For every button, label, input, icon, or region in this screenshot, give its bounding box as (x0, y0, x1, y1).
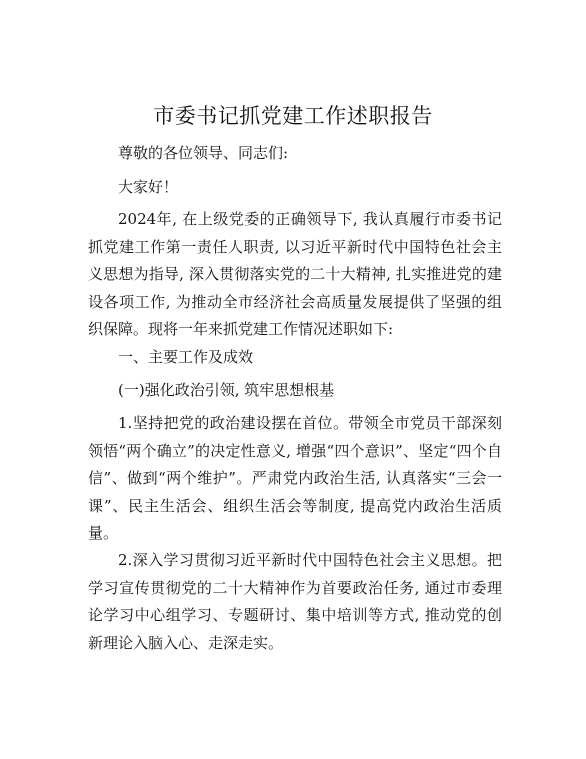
greeting: 大家好！ (118, 178, 179, 196)
salutation: 尊敬的各位领导、同志们: (118, 144, 289, 162)
item-1-paragraph: 1.坚持把党的政治建设摆在首位。带领全市党员干部深刻领悟“两个确立”的决定性意义, 增强“四个意识”、坚定“四个自信”、做到“两个维护”。严肃党内政治生活, 认真落实“三会一课”、民主生活会、组织生活会等制度, 提高党内政治生活质量。 (88, 414, 502, 542)
subsection-heading: (一)强化政治引领, 筑牢思想根基 (118, 381, 335, 399)
document-title: 市委书记抓党建工作述职报告 (153, 104, 433, 128)
section-heading: 一、主要工作及成效 (118, 348, 254, 366)
item-2-paragraph: 2.深入学习贯彻习近平新时代中国特色社会主义思想。把学习宣传贯彻党的二十大精神作为首要政治任务, 通过市委理论学习中心组学习、专题研讨、集中培训等方式, 推动党的创新理论入脑入心、走深走实。 (88, 551, 502, 652)
intro-paragraph: 2024年, 在上级党委的正确领导下, 我认真履行市委书记抓党建工作第一责任人职责, 以习近平新时代中国特色社会主义思想为指导, 深入贯彻落实党的二十大精神, 扎实推进党的建设各项工作, 为推动全市经济社会高质量发展提供了坚强的组织保障。现将一年来抓党建工作情况述职如下: (88, 210, 502, 338)
